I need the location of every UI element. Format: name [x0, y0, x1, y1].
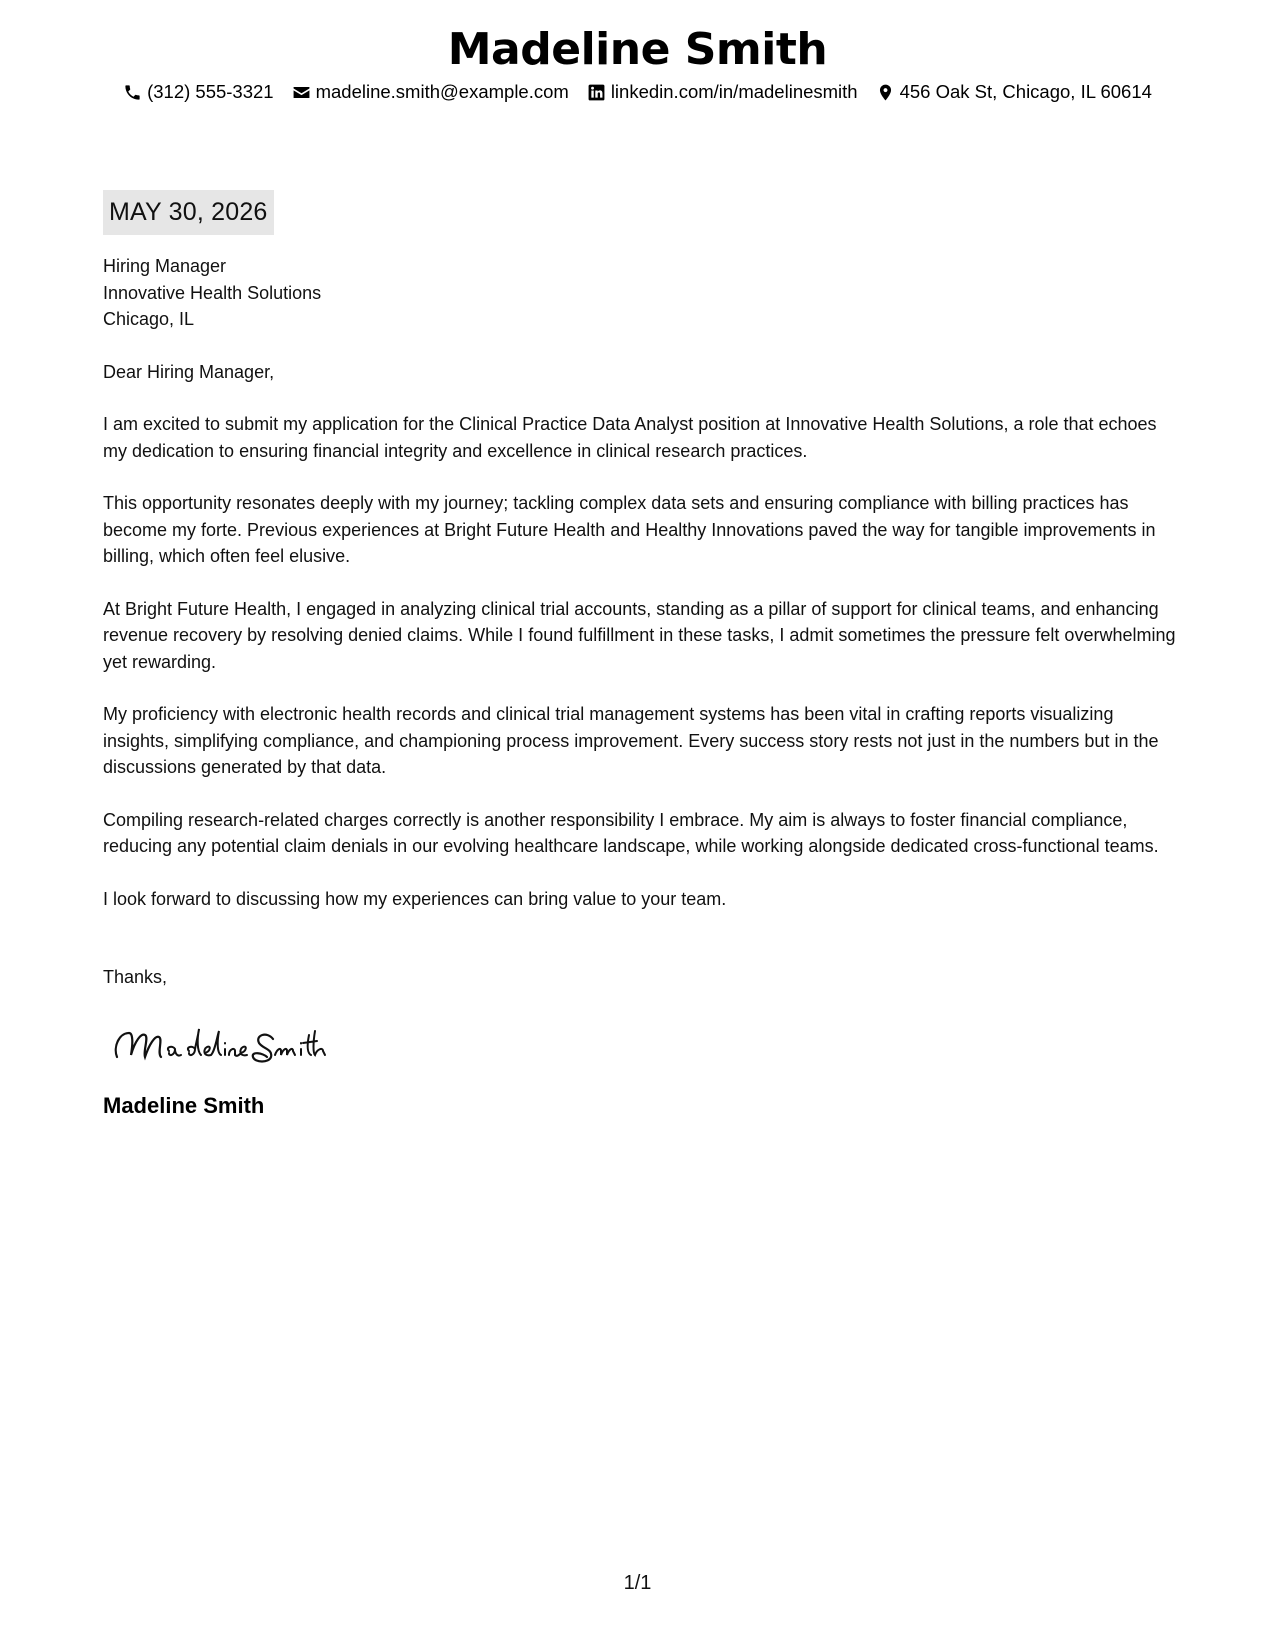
- page-number: 1/1: [623, 1572, 652, 1594]
- body-paragraph: This opportunity resonates deeply with my journey; tackling complex data sets and ensuring compliance with billing practices has become my forte. Previous experiences at Bright Future Health and Healthy Innovations paved the way for tangible improvements in billing, which often feel elusive.: [103, 493, 1156, 566]
- body-paragraph: Compiling research-related charges correctly is another responsibility I embrace. My aim is always to foster financial compliance, reducing any potential claim denials in our evolving healthcare landscape, while working alongside dedicated cross-functional teams.: [103, 809, 1159, 856]
- body-paragraph: My proficiency with electronic health records and clinical trial management systems has been vital in crafting reports visualizing insights, simplifying compliance, and championing process improvement. Every success story rests not just in the numbers but in the discussions generated by that data.: [103, 704, 1159, 777]
- letter-body: [103, 253, 1183, 1119]
- body-paragraph: At Bright Future Health, I engaged in analyzing clinical trial accounts, standing as a pillar of support for clinical teams, and enhancing revenue recovery by resolving denied claims. While I found fulfillment in these tasks, I admit sometimes the pressure felt overwhelming yet rewarding.: [103, 598, 1176, 672]
- salutation: Dear Hiring Manager,: [103, 361, 275, 382]
- contact-linkedin: [587, 78, 858, 106]
- contact-info-row: [0, 78, 1275, 106]
- body-paragraph: I am excited to submit my application for the Clinical Practice Data Analyst position at Innovative Health Solutions, a role that echoes my dedication to ensuring financial integrity and excellence in clinical research practices.: [103, 414, 1157, 461]
- applicant-name-header: Madeline Smith: [447, 24, 828, 75]
- linkedin-link[interactable]: linkedin.com/in/madelinesmith: [610, 81, 858, 102]
- contact-address: [876, 78, 1152, 106]
- map-pin-icon: [876, 83, 895, 102]
- phone-text[interactable]: (312) 555-3321: [147, 81, 274, 102]
- recipient-title: Hiring Manager: [103, 256, 227, 276]
- contact-email: [292, 78, 569, 106]
- letter-date: MAY 30, 2026: [103, 190, 274, 235]
- handwritten-signature: [103, 1021, 363, 1071]
- address-text: 456 Oak St, Chicago, IL 60614: [899, 81, 1152, 102]
- recipient-company: Innovative Health Solutions: [103, 282, 322, 303]
- body-paragraph: I look forward to discussing how my experiences can bring value to your team.: [103, 888, 727, 909]
- signer-name: Madeline Smith: [103, 1092, 265, 1118]
- phone-icon: [123, 83, 142, 102]
- recipient-location: Chicago, IL: [103, 309, 195, 329]
- email-link[interactable]: madeline.smith@example.com: [315, 81, 569, 102]
- recipient-block: [103, 253, 1183, 333]
- contact-phone: [123, 78, 274, 106]
- linkedin-icon: [587, 83, 606, 102]
- closing: Thanks,: [103, 967, 168, 987]
- envelope-icon: [292, 83, 311, 102]
